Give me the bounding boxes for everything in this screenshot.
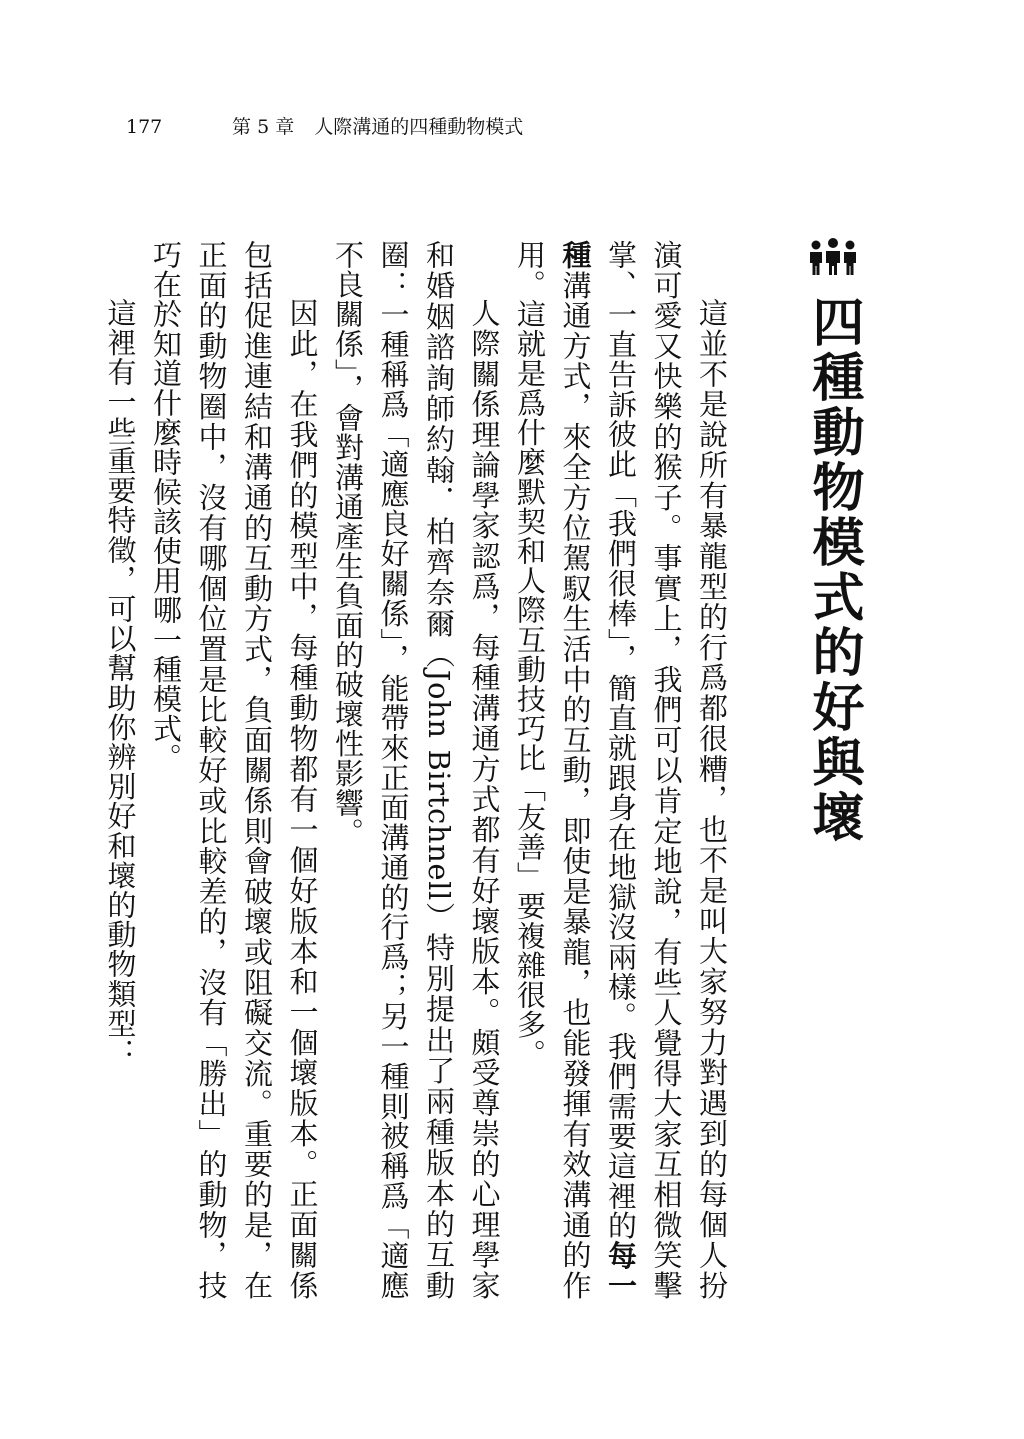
paragraph-3 xyxy=(143,240,325,1300)
people-group-icon xyxy=(808,237,858,277)
paragraph-2-text: 人際關係理論學家認爲，每種溝通方式都有好壞版本。頗受尊崇的心理學家和婚姻諮詢師約翰．柏齊奈爾（John Birtchnell）特別提出了兩種版本的互動圈：一種稱爲「適應良好關係」，能帶來正面溝通的行爲；另一種則被稱爲「適應不良關係」，會對溝通產生負面的破壞性影響。 xyxy=(331,240,502,1300)
paragraph-4-text: 這裡有一些重要特徵，可以幫助你辨別好和壞的動物類型： xyxy=(103,298,138,1068)
emphasis-text: 每一種 xyxy=(558,240,638,1301)
paragraph-1-text-cont: 溝通方式，來全方位駕馭生活中的互動，即使是暴龍，也能發揮有效溝通的作用。這就是爲什麼默契和人際互動技巧比「友善」要複雜很多。 xyxy=(513,240,593,1300)
page-number: 177 xyxy=(126,116,163,138)
chapter-label: 第 5 章 xyxy=(232,116,295,138)
body-text xyxy=(97,240,734,1300)
paragraph-3-text: 因此，在我們的模型中，每種動物都有一個好版本和一個壞版本。正面關係包括促進連結和溝通的互動方式，負面關係則會破壞或阻礙交流。重要的是，在正面的動物圈中，沒有哪個位置是比較好或比較差的，沒有「勝出」的動物，技巧在於知道什麼時候該使用哪一種模式。 xyxy=(149,240,320,1300)
paragraph-4 xyxy=(97,240,143,1300)
paragraph-1 xyxy=(507,240,735,1300)
section-title: 四種動物模式的好與壞 xyxy=(803,295,864,845)
section-heading xyxy=(802,237,864,845)
paragraph-1-text: 這並不是說所有暴龍型的行爲都很糟，也不是叫大家努力對遇到的每個人扮演可愛又快樂的猴子。事實上，我們可以肯定地說，有些人覺得大家互相微笑擊掌、一直告訴彼此「我們很棒」，簡直就跟身在地獄沒兩樣。我們需要這裡的 xyxy=(604,240,729,1300)
chapter-title: 人際溝通的四種動物模式 xyxy=(314,116,524,138)
running-head xyxy=(126,112,523,139)
paragraph-2 xyxy=(325,240,507,1300)
